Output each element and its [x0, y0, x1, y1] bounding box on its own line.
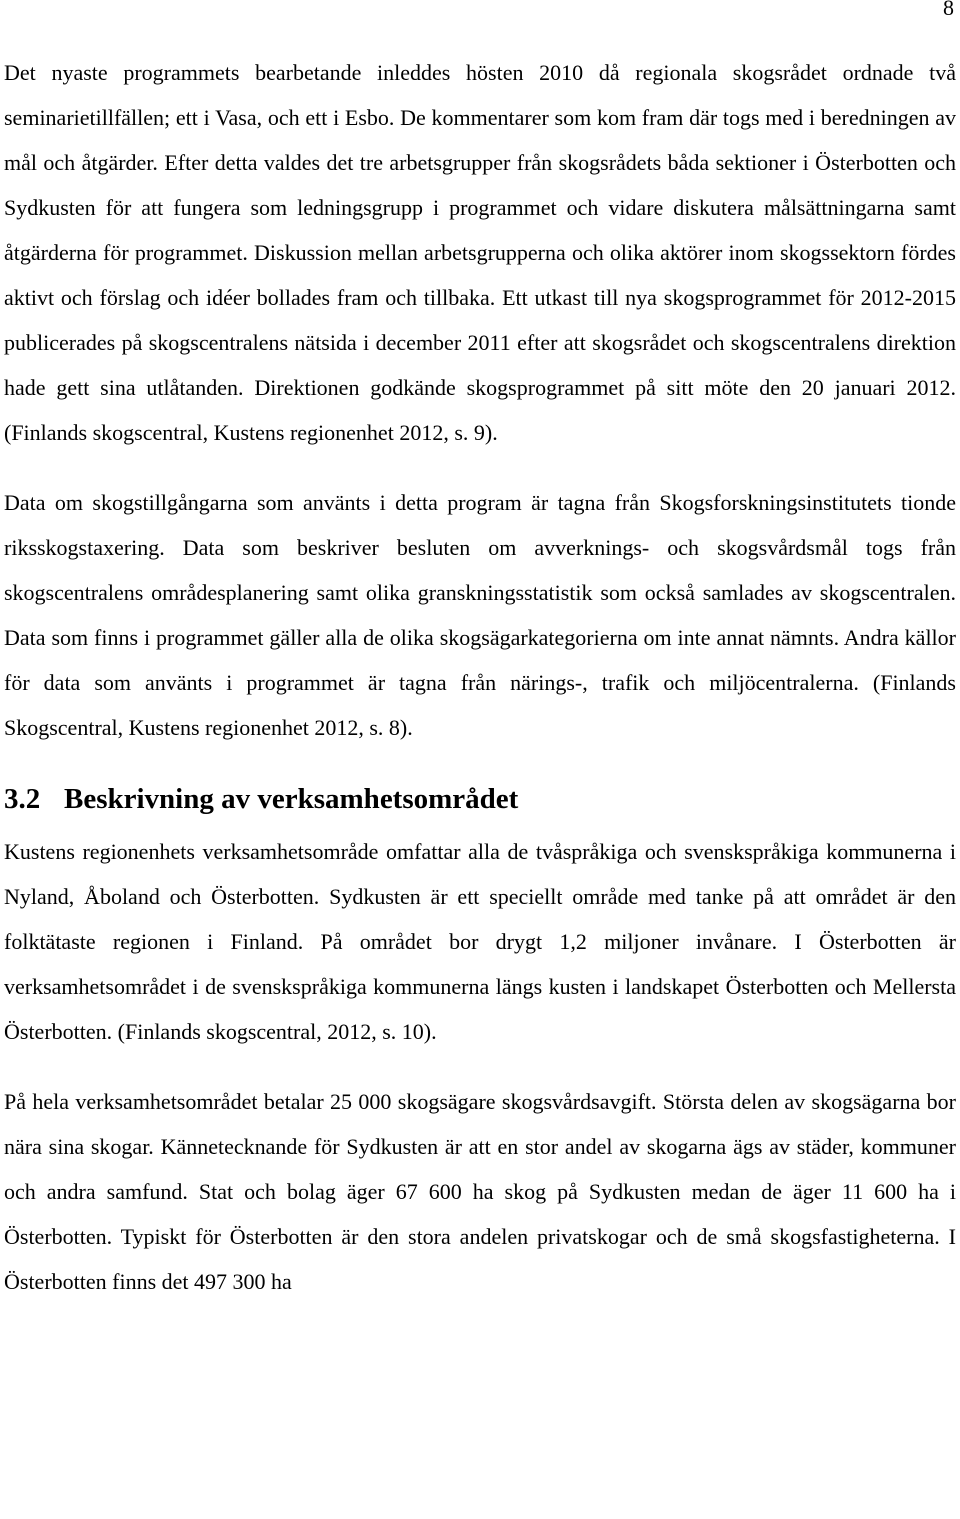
page-number: 8: [943, 0, 954, 20]
section-heading: [4, 781, 956, 817]
section-number: 3.2: [4, 783, 41, 815]
paragraph-forest-owners: På hela verksamhetsområdet betalar 25 000 skogsägare skogsvårdsavgift. Största delen av skogsägarna bor nära sina skogar. Kännetecknande för Sydkusten är att en stor andel av skogarna ägs av städer, kommuner och andra samfund. Stat och bolag äger 67 600 ha skog på Sydkusten medan de äger 11 600 ha i Österbotten. Typiskt för Österbotten är den stora andelen privatskogar och de små skogsfastigheterna. I Österbotten finns det 497 300 ha: [4, 1089, 956, 1294]
document-body: [4, 50, 956, 1304]
paragraph-area-description: Kustens regionenhets verksamhetsområde omfattar alla de tvåspråkiga och svenskspråkiga kommunerna i Nyland, Åboland och Österbotten. Sydkusten är ett speciellt område med tanke på att området är den folktätaste regionen i Finland. På området bor drygt 1,2 miljoner invånare. I Österbotten är verksamhetsområdet i de svenskspråkiga kommunerna längs kusten i landskapet Österbotten och Mellersta Österbotten. (Finlands skogscentral, 2012, s. 10).: [4, 839, 956, 1044]
section-title: Beskrivning av verksamhetsområdet: [64, 783, 519, 815]
paragraph-data-sources: Data om skogstillgångarna som använts i detta program är tagna från Skogsforskningsinstitutets tionde riksskogstaxering. Data som beskriver besluten om avverknings- och skogsvårdsmål togs från skogscentralens områdesplanering samt olika granskningsstatistik som också samlades av skogscentralen. Data som finns i programmet gäller alla de olika skogsägarkategorierna om inte annat nämnts. Andra källor för data som använts i programmet är tagna från närings-, trafik och miljöcentralerna. (Finlands Skogscentral, Kustens regionenhet 2012, s. 8).: [4, 490, 956, 740]
paragraph-program-history: Det nyaste programmets bearbetande inleddes hösten 2010 då regionala skogsrådet ordnade två seminarietillfällen; ett i Vasa, och ett i Esbo. De kommentarer som kom fram där togs med i beredningen av mål och åtgärder. Efter detta valdes det tre arbetsgrupper från skogsrådets båda sektioner i Österbotten och Sydkusten för att fungera som ledningsgrupp i programmet och vidare diskutera målsättningarna samt åtgärderna för programmet. Diskussion mellan arbetsgrupperna och olika aktörer inom skogssektorn fördes aktivt och förslag och idéer bollades fram och tillbaka. Ett utkast till nya skogsprogrammet för 2012-2015 publicerades på skogscentralens nätsida i december 2011 efter att skogsrådet och skogscentralens direktion hade gett sina utlåtanden. Direktionen godkände skogsprogrammet på sitt möte den 20 januari 2012. (Finlands skogscentral, Kustens regionenhet 2012, s. 9).: [4, 60, 956, 445]
